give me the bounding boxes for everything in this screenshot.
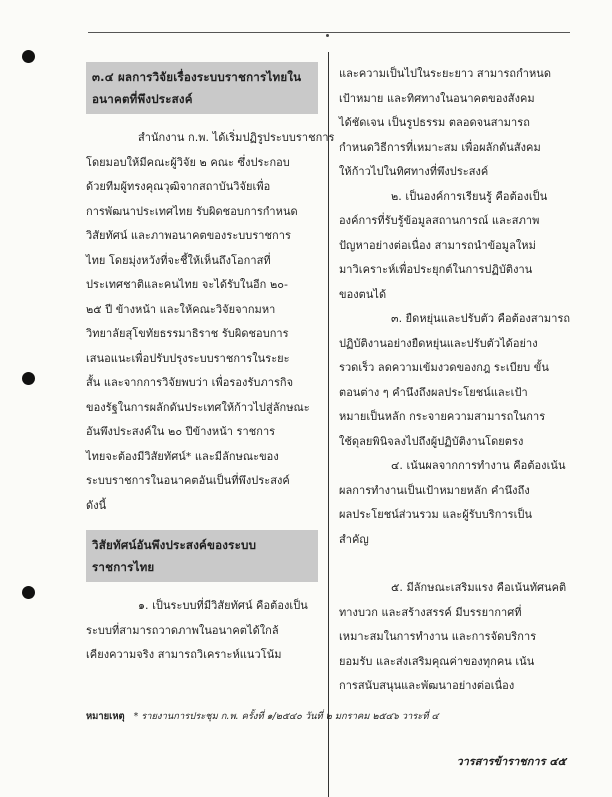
section-heading-line: อนาคตที่พึงประสงค์ xyxy=(92,92,193,106)
right-column xyxy=(339,62,569,699)
text-line: ปฏิบัติงานอย่างยืดหยุ่นและปรับตัวได้อย่าง xyxy=(339,336,538,350)
text-line: กำหนดวิธีการที่เหมาะสม เพื่อผลักดันสังคม xyxy=(339,140,541,154)
text-line: การพัฒนาประเทศไทย รับผิดชอบการกำหนด xyxy=(86,204,298,218)
text-line: ๓. ยืดหยุ่นและปรับตัว คือต้องสามารถ xyxy=(391,312,571,325)
header-dot xyxy=(326,34,329,37)
text-line: ๔. เน้นผลจากการทำงาน คือต้องเน้น xyxy=(391,459,566,472)
page-footer: วารสารข้าราชการ ๔๕ xyxy=(456,755,566,768)
text-line: ปัญหาอย่างต่อเนื่อง สามารถนำข้อมูลใหม่ xyxy=(339,238,536,252)
text-line: สำนักงาน ก.พ. ได้เริ่มปฏิรูประบบราชการ xyxy=(138,131,335,144)
text-line: องค์การที่รับรู้ข้อมูลสถานการณ์ และสภาพ xyxy=(339,214,540,227)
punch-hole-middle xyxy=(22,372,35,385)
punch-hole-bottom xyxy=(22,586,35,599)
text-line: ๕. มีลักษณะเสริมแรง คือเน้นทัศนคติ xyxy=(391,581,567,594)
footnote-text: * รายงานการประชุม ก.พ. ครั้งที่ ๑/๒๕๔๐ วันที่ ๒ มกราคม ๒๕๔๖ วาระที่ ๔ xyxy=(133,711,439,722)
subheading xyxy=(86,530,318,582)
text-line: ผลการทำงานเป็นเป้าหมายหลัก คำนึงถึง xyxy=(339,483,530,497)
text-line: มาวิเคราะห์เพื่อประยุกต์ในการปฏิบัติงาน xyxy=(339,263,533,276)
paragraph-item-4 xyxy=(339,454,569,552)
paragraph-item-3 xyxy=(339,307,569,454)
subheading-line: วิสัยทัศน์อันพึงประสงค์ของระบบ xyxy=(92,538,257,552)
text-line: ประเทศชาติและคนไทย จะได้รับในอีก ๒๐- xyxy=(86,278,289,291)
text-line: ไทยจะต้องมีวิสัยทัศน์* และมีลักษณะของ xyxy=(86,449,279,463)
text-line: ทางบวก และสร้างสรรค์ มีบรรยากาศที่ xyxy=(339,605,522,619)
footnote-label: หมายเหตุ xyxy=(86,711,125,722)
text-line: เหมาะสมในการทำงาน และการจัดบริการ xyxy=(339,630,537,643)
text-line: ระบบราชการในอนาคตอันเป็นที่พึงประสงค์ xyxy=(86,474,290,487)
text-line: วิสัยทัศน์ และภาพอนาคตของระบบราชการ xyxy=(86,229,291,242)
text-line: ยอมรับ และส่งเสริมคุณค่าของทุกคน เน้น xyxy=(339,654,535,668)
text-line: เสนอแนะเพื่อปรับปรุงระบบราชการในระยะ xyxy=(86,351,290,365)
text-line: และความเป็นไปในระยะยาว สามารถกำหนด xyxy=(339,67,552,80)
text-line: อันพึงประสงค์ใน ๒๐ ปีข้างหน้า ราชการ xyxy=(86,425,276,438)
top-rule xyxy=(88,32,570,33)
text-line: โดยมอบให้มีคณะผู้วิจัย ๒ คณะ ซึ่งประกอบ xyxy=(86,155,290,169)
text-line: ของรัฐในการผลักดันประเทศให้ก้าวไปสู่ลักษณะ xyxy=(86,400,310,414)
paragraph-item-1 xyxy=(86,594,318,668)
text-line: เคียงความจริง สามารถวิเคราะห์แนวโน้ม xyxy=(86,648,282,661)
paragraph-item-1-continued xyxy=(339,62,569,185)
text-line: หมายเป็นหลัก กระจายความสามารถในการ xyxy=(339,410,546,423)
section-heading-line: ๓.๔ ผลการวิจัยเรื่องระบบราชการไทยใน xyxy=(92,70,302,84)
text-line: ระบบที่สามารถวาดภาพในอนาคตได้ใกล้ xyxy=(86,623,279,637)
text-line: ด้วยทีมผู้ทรงคุณวุฒิจากสถาบันวิจัยเพื่อ xyxy=(86,180,271,193)
section-heading xyxy=(86,62,318,114)
text-line: วิทยาลัยสุโขทัยธรรมาธิราช รับผิดชอบการ xyxy=(86,327,289,340)
text-line: ดังนี้ xyxy=(86,498,107,512)
text-line: ๒๕ ปี ข้างหน้า และให้คณะวิจัยจากมหา xyxy=(86,302,276,316)
text-line: เป้าหมาย และทิศทางในอนาคตของสังคม xyxy=(339,91,535,105)
text-line: รวดเร็ว ลดความเข้มงวดของกฎ ระเบียบ ขั้น xyxy=(339,361,549,374)
column-divider xyxy=(328,52,329,797)
text-line: ตอนต่าง ๆ คำนึงถึงผลประโยชน์และเป้า xyxy=(339,385,528,399)
text-line: ๑. เป็นระบบที่มีวิสัยทัศน์ คือต้องเป็น xyxy=(138,599,308,612)
punch-hole-top xyxy=(22,50,35,63)
text-line: สั้น และจากการวิจัยพบว่า เพื่อรองรับภารกิจ xyxy=(86,376,294,389)
text-line: การสนับสนุนและพัฒนาอย่างต่อเนื่อง xyxy=(339,679,515,692)
text-line: ๒. เป็นองค์การเรียนรู้ คือต้องเป็น xyxy=(391,189,548,203)
paragraph-item-2 xyxy=(339,185,569,308)
text-line: ของตนได้ xyxy=(339,287,387,301)
footnote xyxy=(86,710,566,724)
left-column xyxy=(86,62,335,668)
text-line: สำคัญ xyxy=(339,532,369,546)
text-line: ได้ชัดเจน เป็นรูปธรรม ตลอดจนสามารถ xyxy=(339,116,530,129)
subheading-line: ราชการไทย xyxy=(92,560,155,574)
text-line: ไทย โดยมุ่งหวังที่จะชี้ให้เห็นถึงโอกาสที่ xyxy=(86,253,271,267)
text-line: ให้ก้าวไปในทิศทางที่พึงประสงค์ xyxy=(339,165,489,178)
text-line: ใช้ดุลยพินิจลงไปถึงผู้ปฏิบัติงานโดยตรง xyxy=(339,434,524,448)
paragraph-item-5 xyxy=(339,576,569,699)
text-line: ผลประโยชน์ส่วนรวม และผู้รับบริการเป็น xyxy=(339,508,533,521)
paragraph-intro xyxy=(86,126,335,518)
